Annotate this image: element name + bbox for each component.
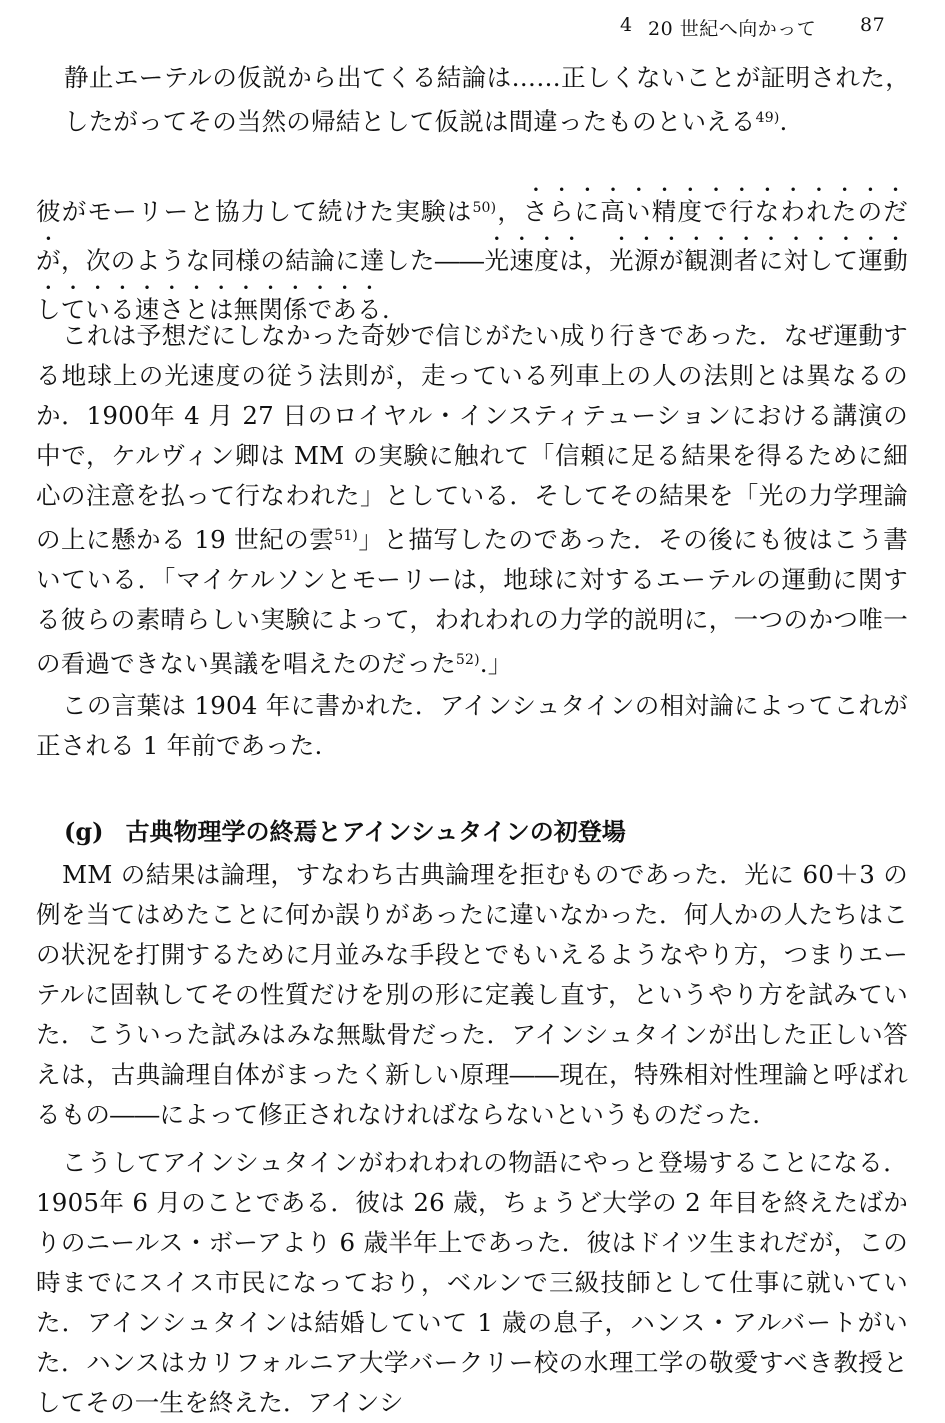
chapter-number: 4	[620, 14, 633, 36]
emphasized-text: さらに高い精度で行なわれたのだが	[36, 197, 909, 275]
quote-end: .	[779, 107, 788, 136]
footnote-ref-49: 49)	[755, 110, 780, 126]
footnote-ref-51: 51)	[334, 528, 359, 544]
emphasized-text: 光速度は，光源が観測者に対して運動している速さとは無関係である	[36, 246, 909, 324]
section-label: (g)	[64, 817, 104, 846]
paragraph-einstein: こうしてアインシュタインがわれわれの物語にやっと登場することになる．1905年 6 月のことである．彼は 26 歳，ちょうど大学の 2 年目を終えたばかりのニールス・ボーアより 6 歳半年上であった．彼はドイツ生まれだが，この時までにスイス市民になっており，ベルンで三級技師として仕事に就いていた．アインシュタインは結婚していて 1 歳の息子，ハンス・アルバートがいた．ハンスはカリフォルニア大学バークリー校の水理工学の敬愛すべき教授としてその一生を終えた．アインシ	[36, 1148, 908, 1417]
paragraph-text: ，	[496, 197, 524, 226]
paragraph-text: .」	[479, 649, 513, 678]
section-title: 古典物理学の終焉とアインシュタインの初登場	[125, 817, 626, 846]
chapter-title: 20 世紀へ向かって	[648, 18, 817, 40]
paragraph-text: 」と描写したのであった．その後にも彼はこう書いている．「マイケルソンとモーリーは，地球に対するエーテルの運動に関する彼らの素晴らしい実験によって，われわれの力学的説明に，一つのかつ唯一の看過できない異議を唱えたのだった	[36, 525, 908, 678]
paragraph-text: 彼がモーリーと協力して続けた実験は	[36, 197, 473, 226]
paragraph-text: .	[381, 295, 390, 324]
paragraph-kelvin	[36, 316, 908, 684]
paragraph-experiment	[36, 183, 908, 330]
paragraph-1904: この言葉は 1904 年に書かれた．アインシュタインの相対論によってこれが正される 1 年前であった.	[36, 691, 908, 760]
footnote-ref-52: 52)	[455, 652, 480, 668]
quote-text: 静止エーテルの仮説から出てくる結論は……正しくないことが証明された，したがってその当然の帰結として仮説は間違ったものといえる	[64, 63, 910, 136]
paragraph-text: ，次のような同様の結論に達した――	[60, 246, 485, 275]
paragraph-mm-result: MM の結果は論理，すなわち古典論理を拒むものであった．光に 60＋3 の例を当てはめたことに何か誤りがあったに違いなかった．何人かの人たちはこの状況を打開するために月並みな手段とでもいえるようなやり方，つまりエーテルに固執してその性質だけを別の形に定義し直す，というやり方を試みていた．こういった試みはみな無駄骨だった．アインシュタインが出した正しい答えは，古典論理自体がまったく新しい原理――現在，特殊相対性理論と呼ばれるもの――によって修正されなければならないというものだった.	[36, 860, 908, 1129]
page-number: 87	[860, 14, 886, 36]
section-heading	[64, 812, 626, 852]
paragraph-text: これは予想だにしなかった奇妙で信じがたい成り行きであった．なぜ運動する地球上の光速度の従う法則が，走っている列車上の人の法則とは異なるのか．1900年 4 月 27 日のロイヤル・インスティテューションにおける講演の中で，ケルヴィン卿は MM の実験に触れて「信頼に足る結果を得るために細心の注意を払って行なわれた」としている．そしてその結果を「光の力学理論の上に懸かる 19 世紀の雲	[36, 321, 908, 554]
footnote-ref-50: 50)	[472, 200, 497, 216]
block-quote	[64, 58, 910, 142]
